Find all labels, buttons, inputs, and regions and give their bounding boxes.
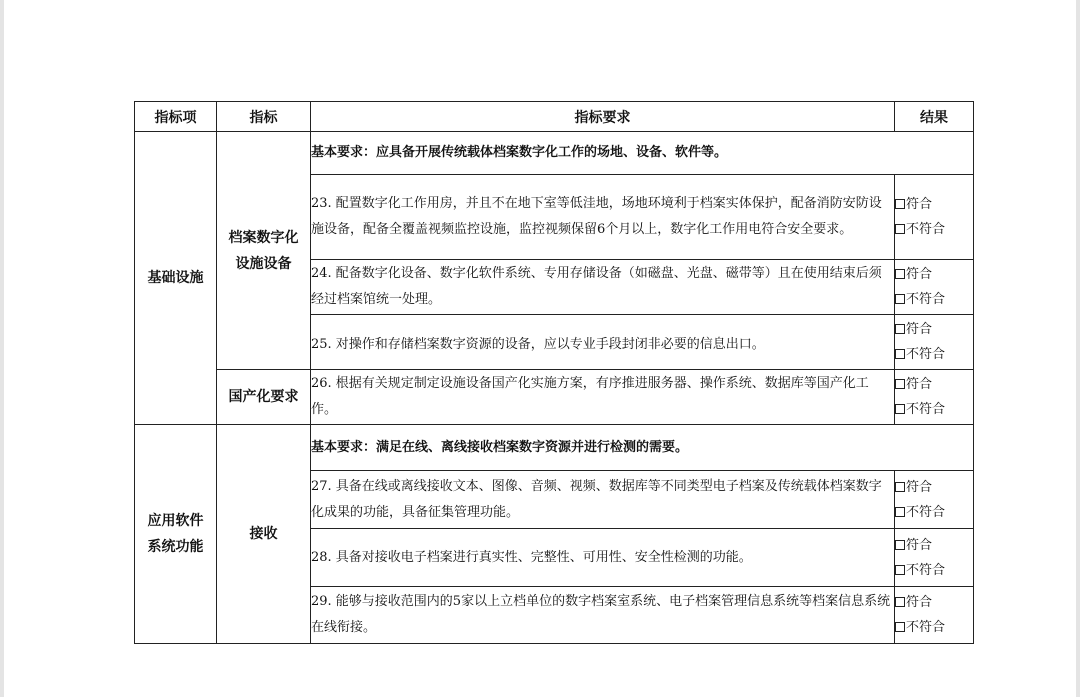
requirement-26: 26. 根据有关规定制定设施设备国产化实施方案，有序推进服务器、操作系统、数据库等国产化工作。 bbox=[311, 370, 895, 425]
option-label: 不符合 bbox=[906, 562, 946, 578]
table-header-row bbox=[135, 102, 974, 132]
checkbox-icon bbox=[895, 597, 905, 607]
table-row bbox=[135, 370, 974, 425]
category-software bbox=[135, 425, 217, 644]
option-label: 不符合 bbox=[906, 620, 946, 635]
requirement-29: 29. 能够与接收范围内的5家以上立档单位的数字档案室系统、电子档案管理信息系统等档案信息系统在线衔接。 bbox=[311, 587, 895, 644]
document-page bbox=[4, 0, 1076, 697]
checkbox-icon bbox=[895, 199, 905, 209]
requirement-25: 25. 对操作和存储档案数字资源的设备，应以专业手段封闭非必要的信息出口。 bbox=[311, 315, 895, 370]
table-row bbox=[135, 132, 974, 175]
checkbox-pass[interactable] bbox=[895, 372, 973, 397]
option-label: 符合 bbox=[906, 197, 933, 212]
checkbox-icon bbox=[895, 269, 905, 279]
indicator-receive: 接收 bbox=[217, 425, 311, 644]
checkbox-pass[interactable] bbox=[895, 317, 973, 342]
category-label: 应用软件系统功能 bbox=[147, 513, 204, 555]
checkbox-icon bbox=[895, 324, 905, 334]
watermark-text: 大数跨境 bbox=[56, 667, 136, 692]
result-cell bbox=[895, 529, 974, 587]
checkbox-icon bbox=[895, 482, 905, 492]
checkbox-icon bbox=[895, 404, 905, 414]
option-label: 符合 bbox=[906, 479, 933, 495]
checkbox-fail[interactable] bbox=[895, 342, 973, 367]
result-cell bbox=[895, 315, 974, 370]
option-label: 不符合 bbox=[906, 347, 946, 362]
checkbox-icon bbox=[895, 540, 905, 550]
checkbox-pass[interactable] bbox=[895, 475, 973, 500]
brand-logo-icon bbox=[10, 666, 54, 690]
checkbox-pass[interactable] bbox=[895, 192, 973, 217]
option-label: 不符合 bbox=[906, 292, 946, 307]
option-label: 符合 bbox=[906, 595, 933, 610]
option-label: 不符合 bbox=[906, 402, 946, 417]
result-cell bbox=[895, 370, 974, 425]
checkbox-fail[interactable] bbox=[895, 217, 973, 242]
checkbox-pass[interactable] bbox=[895, 533, 973, 558]
result-cell bbox=[895, 260, 974, 315]
category-label: 基础设施 bbox=[147, 270, 204, 286]
checkbox-fail[interactable] bbox=[895, 397, 973, 422]
basic-requirement-1: 基本要求：应具备开展传统载体档案数字化工作的场地、设备、软件等。 bbox=[311, 132, 974, 175]
watermark bbox=[10, 664, 136, 692]
requirement-23: 23. 配置数字化工作用房，并且不在地下室等低洼地，场地环境利于档案实体保护，配备消防安防设施设备，配备全覆盖视频监控设施，监控视频保留6个月以上，数字化工作用电符合安全要求。 bbox=[311, 175, 895, 260]
header-indicator: 指标 bbox=[217, 102, 311, 132]
indicator-table bbox=[134, 101, 974, 644]
result-cell bbox=[895, 471, 974, 529]
checkbox-icon bbox=[895, 224, 905, 234]
checkbox-icon bbox=[895, 507, 905, 517]
requirement-28: 28. 具备对接收电子档案进行真实性、完整性、可用性、安全性检测的功能。 bbox=[311, 529, 895, 587]
checkbox-fail[interactable] bbox=[895, 558, 973, 583]
checkbox-fail[interactable] bbox=[895, 615, 973, 640]
option-label: 不符合 bbox=[906, 504, 946, 520]
option-label: 符合 bbox=[906, 322, 933, 337]
option-label: 符合 bbox=[906, 267, 933, 282]
checkbox-pass[interactable] bbox=[895, 590, 973, 615]
checkbox-icon bbox=[895, 349, 905, 359]
window-edge-right bbox=[1076, 0, 1080, 697]
checkbox-icon bbox=[895, 565, 905, 575]
checkbox-fail[interactable] bbox=[895, 287, 973, 312]
category-infrastructure bbox=[135, 132, 217, 425]
requirement-24: 24. 配备数字化设备、数字化软件系统、专用存储设备（如磁盘、光盘、磁带等）且在使用结束后须经过档案馆统一处理。 bbox=[311, 260, 895, 315]
table-row bbox=[135, 425, 974, 471]
indicator-facilities bbox=[217, 132, 311, 370]
result-cell bbox=[895, 587, 974, 644]
option-label: 不符合 bbox=[906, 222, 946, 237]
header-requirement: 指标要求 bbox=[311, 102, 895, 132]
option-label: 符合 bbox=[906, 537, 933, 553]
header-result: 结果 bbox=[895, 102, 974, 132]
requirement-27: 27. 具备在线或离线接收文本、图像、音频、视频、数据库等不同类型电子档案及传统载体档案数字化成果的功能，具备征集管理功能。 bbox=[311, 471, 895, 529]
checkbox-icon bbox=[895, 379, 905, 389]
indicator-label: 档案数字化设施设备 bbox=[228, 229, 299, 272]
result-cell bbox=[895, 175, 974, 260]
indicator-localization: 国产化要求 bbox=[217, 370, 311, 425]
checkbox-fail[interactable] bbox=[895, 500, 973, 525]
option-label: 符合 bbox=[906, 377, 933, 392]
checkbox-icon bbox=[895, 622, 905, 632]
basic-requirement-2: 基本要求：满足在线、离线接收档案数字资源并进行检测的需要。 bbox=[311, 425, 974, 471]
header-category: 指标项 bbox=[135, 102, 217, 132]
checkbox-icon bbox=[895, 294, 905, 304]
checkbox-pass[interactable] bbox=[895, 262, 973, 287]
